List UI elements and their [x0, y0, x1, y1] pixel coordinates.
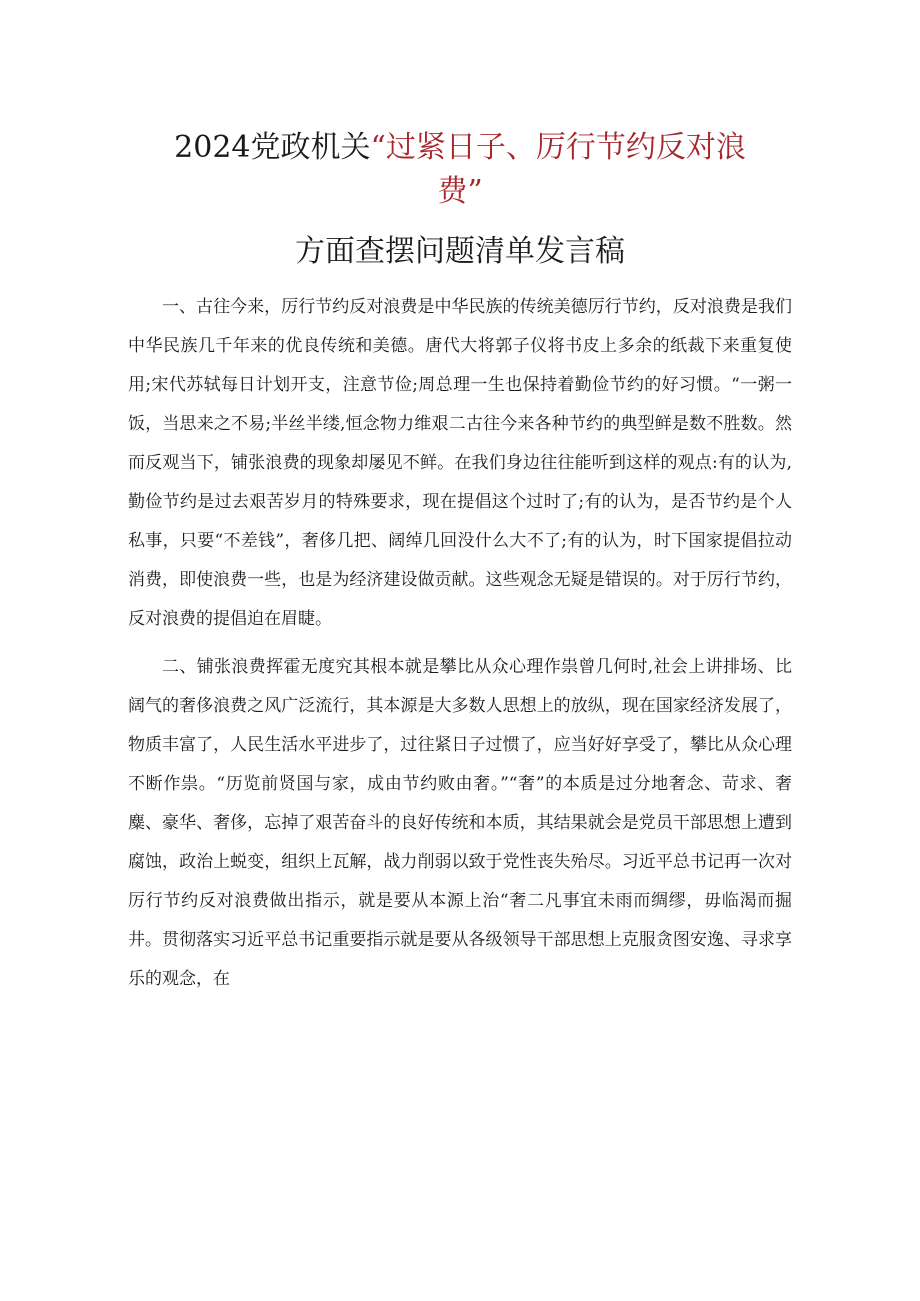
document-subtitle: 方面查摆问题清单发言稿	[295, 234, 625, 269]
paragraph-1: 一、古往今来，厉行节约反对浪费是中华民族的传统美德厉行节约，反对浪费是我们中华民族几千年来的优良传统和美德。唐代大将郭子仪将书皮上多余的纸裁下来重复使用;宋代苏轼每日计划开支，注意节俭;周总理一生也保持着勤俭节约的好习惯。“一粥一饭，当思来之不易;半丝半缕,恒念物力维艰二古往今来各种节约的典型鲜是数不胜数。然而反观当下，铺张浪费的现象却屡见不鲜。在我们身边往往能听到这样的观点:有的认为,勤俭节约是过去艰苦岁月的特殊要求，现在提倡这个过时了;有的认为，是否节约是个人私事，只要“不差钱”，奢侈几把、阔绰几回没什么大不了;有的认为，时下国家提倡拉动消费，即使浪费一些，也是为经济建设做贡献。这些观念无疑是错误的。对于厉行节约，反对浪费的提倡迫在眉睫。	[128, 297, 792, 629]
title-highlight-line-1: “过紧日子、厉行节约反对浪	[370, 130, 746, 165]
title-highlight-line-2: 费”	[437, 174, 483, 209]
document-title	[128, 126, 792, 214]
document-body	[128, 288, 792, 999]
title-prefix: 2024党政机关	[174, 130, 371, 165]
paragraph-2: 二、铺张浪费挥霍无度究其根本就是攀比从众心理作祟曾几何时,社会上讲排场、比阔气的奢侈浪费之风广泛流行，其本源是大多数人思想上的放纵，现在国家经济发展了，物质丰富了，人民生活水平进步了，过往紧日子过惯了，应当好好享受了，攀比从众心理不断作祟。“历览前贤国与家，成由节约败由奢。”“奢”的本质是过分地奢念、苛求、奢麋、豪华、奢侈，忘掉了艰苦奋斗的良好传统和本质，其结果就会是党员干部思想上遭到腐蚀，政治上蜕变，组织上瓦解，战力削弱以致于党性丧失殆尽。习近平总书记再一次对厉行节约反对浪费做出指示，就是要从本源上治“奢二凡事宜未雨而绸缪，毋临渴而掘井。贯彻落实习近平总书记重要指示就是要从各级领导干部思想上克服贪图安逸、寻求享乐的观念，在	[128, 657, 792, 989]
